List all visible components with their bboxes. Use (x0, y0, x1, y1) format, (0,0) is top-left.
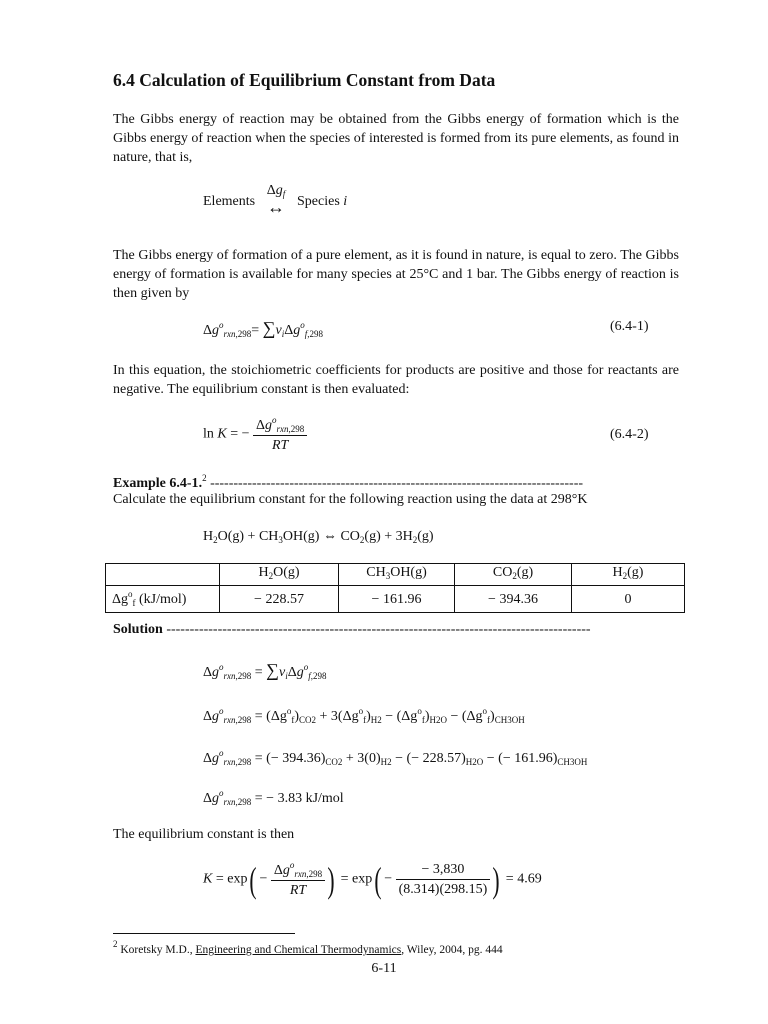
page-number: 6-11 (371, 961, 397, 976)
scheme-arrow-group: $\Delta g_f$ ↔ (262, 183, 290, 215)
solution-label: Solution (113, 622, 163, 637)
section-heading: 6.4 Calculation of Equilibrium Constant from Data (113, 70, 496, 90)
final-equation: K = exp( − $\frac{\Delta g^o_{rxn,298}}{RT}$ ) = exp( − $\frac{- 3,830}{(8.314)(298.15)}$ ) = 4.69 (203, 859, 542, 900)
table-header-h2o: $H_2O(g)$ (220, 564, 339, 586)
solution-line-3: $\Delta g^o_{rxn,298}$ = (− $394.36)_{CO2} + 3(0)_{H2}$ − (− $228.57)_{H2O}$ − (− $161.96)_{CH3OH}$ (203, 748, 588, 767)
equation-6-4-2: ln K = − $\frac{\Delta g^o_{rxn,298}}{RT}$ (203, 415, 307, 454)
final-numerator: − 3,830 (396, 862, 491, 880)
footnote (113, 939, 503, 956)
table-row-label: $\Delta g^o_f$ (kJ/mol) (106, 586, 220, 613)
table-cell-h2o: − 228.57 (220, 586, 339, 613)
example-dashes: -------------------------------------------------------------------------------- (210, 476, 584, 491)
table-header-co2: $CO_2(g)$ (455, 564, 572, 586)
paragraph-equilibrium-then: The equilibrium constant is then (113, 827, 295, 842)
example-prompt: Calculate the equilibrium constant for the following reaction using the data at 298°K (113, 492, 588, 507)
table-cell-co2: − 394.36 (455, 586, 572, 613)
table-header-h2: $H_2(g)$ (572, 564, 685, 586)
equation-number-1: (6.4-1) (610, 319, 649, 334)
double-arrow-icon: ↔ (267, 197, 285, 217)
equation-number-2: (6.4-2) (610, 427, 649, 442)
reaction-equation: $H_2O(g) + CH_3OH(g)$ ⇔ $CO_2(g) + 3H_2(g)$ (203, 529, 434, 545)
footnote-book-title: Engineering and Chemical Thermodynamics (195, 944, 402, 956)
solution-result: − 3.83 kJ/mol (266, 791, 344, 806)
example-header: Example 6.4-1.$^2$ -------------------------------------------------------------------------------- (113, 473, 584, 491)
solution-dashes: ------------------------------------------------------------------------------------------- (166, 622, 591, 637)
final-denominator: (8.314)(298.15) (398, 881, 488, 897)
scheme-right-variable: i (343, 194, 348, 209)
solution-line-4: $\Delta g^o_{rxn,298}$ = − 3.83 kJ/mol (203, 788, 344, 807)
solution-line-1: $\Delta g^o_{rxn,298} = \sum\nu_i\Delta g^o_{f,298}$ (203, 660, 327, 681)
example-footnote-mark: 2 (202, 473, 207, 483)
paragraph-gibbs-intro: The Gibbs energy of reaction may be obtained from the Gibbs energy of formation which is the Gibbs energy of reaction when the species of interested is formed from its pure elements, as found in nature, that is, (113, 112, 679, 165)
solution-header (113, 622, 591, 638)
equation-6-4-1: $\Delta g^o_{rxn,298}= \sum\nu_i\Delta g^o_{f,298}$ (203, 318, 324, 339)
footnote-mark: 2 (113, 939, 118, 949)
paragraph-stoichiometry: In this equation, the stoichiometric coefficients for products are positive and those for reactants are negative. The equilibrium constant is then evaluated: (113, 363, 679, 397)
paragraph-formation-energy: The Gibbs energy of formation of a pure element, as it is found in nature, is equal to zero. The Gibbs energy of formation is available for many species at 25°C and 1 bar. The Gibbs energy of reaction is then given by (113, 248, 679, 301)
scheme-right-label: Species (297, 194, 340, 209)
table-header-row (106, 564, 685, 586)
table-header-ch3oh: $CH_3OH(g)$ (339, 564, 455, 586)
table-cell-h2: 0 (572, 586, 685, 613)
scheme-species (297, 194, 347, 210)
solution-line-2: $\Delta g^o_{rxn,298} = (\Delta g^o_f)_{CO2} + 3(\Delta g^o_f)_{H2} - (\Delta g^o_f)_{H2O} - (\Delta g^o_f)_{CH3OH}$ (203, 706, 525, 725)
footnote-rule (113, 933, 295, 934)
scheme-left-label: Elements (203, 194, 256, 209)
table-corner-cell (106, 564, 220, 586)
final-result: = 4.69 (505, 871, 542, 887)
example-label: Example 6.4-1 (113, 476, 199, 491)
formation-energy-table (105, 563, 685, 613)
footnote-publisher: , Wiley, 2004, pg. 444 (401, 944, 503, 956)
footnote-author: Koretsky M.D., (120, 944, 196, 956)
scheme-elements (203, 194, 255, 210)
table-cell-ch3oh: − 161.96 (339, 586, 455, 613)
table-row (106, 586, 685, 613)
